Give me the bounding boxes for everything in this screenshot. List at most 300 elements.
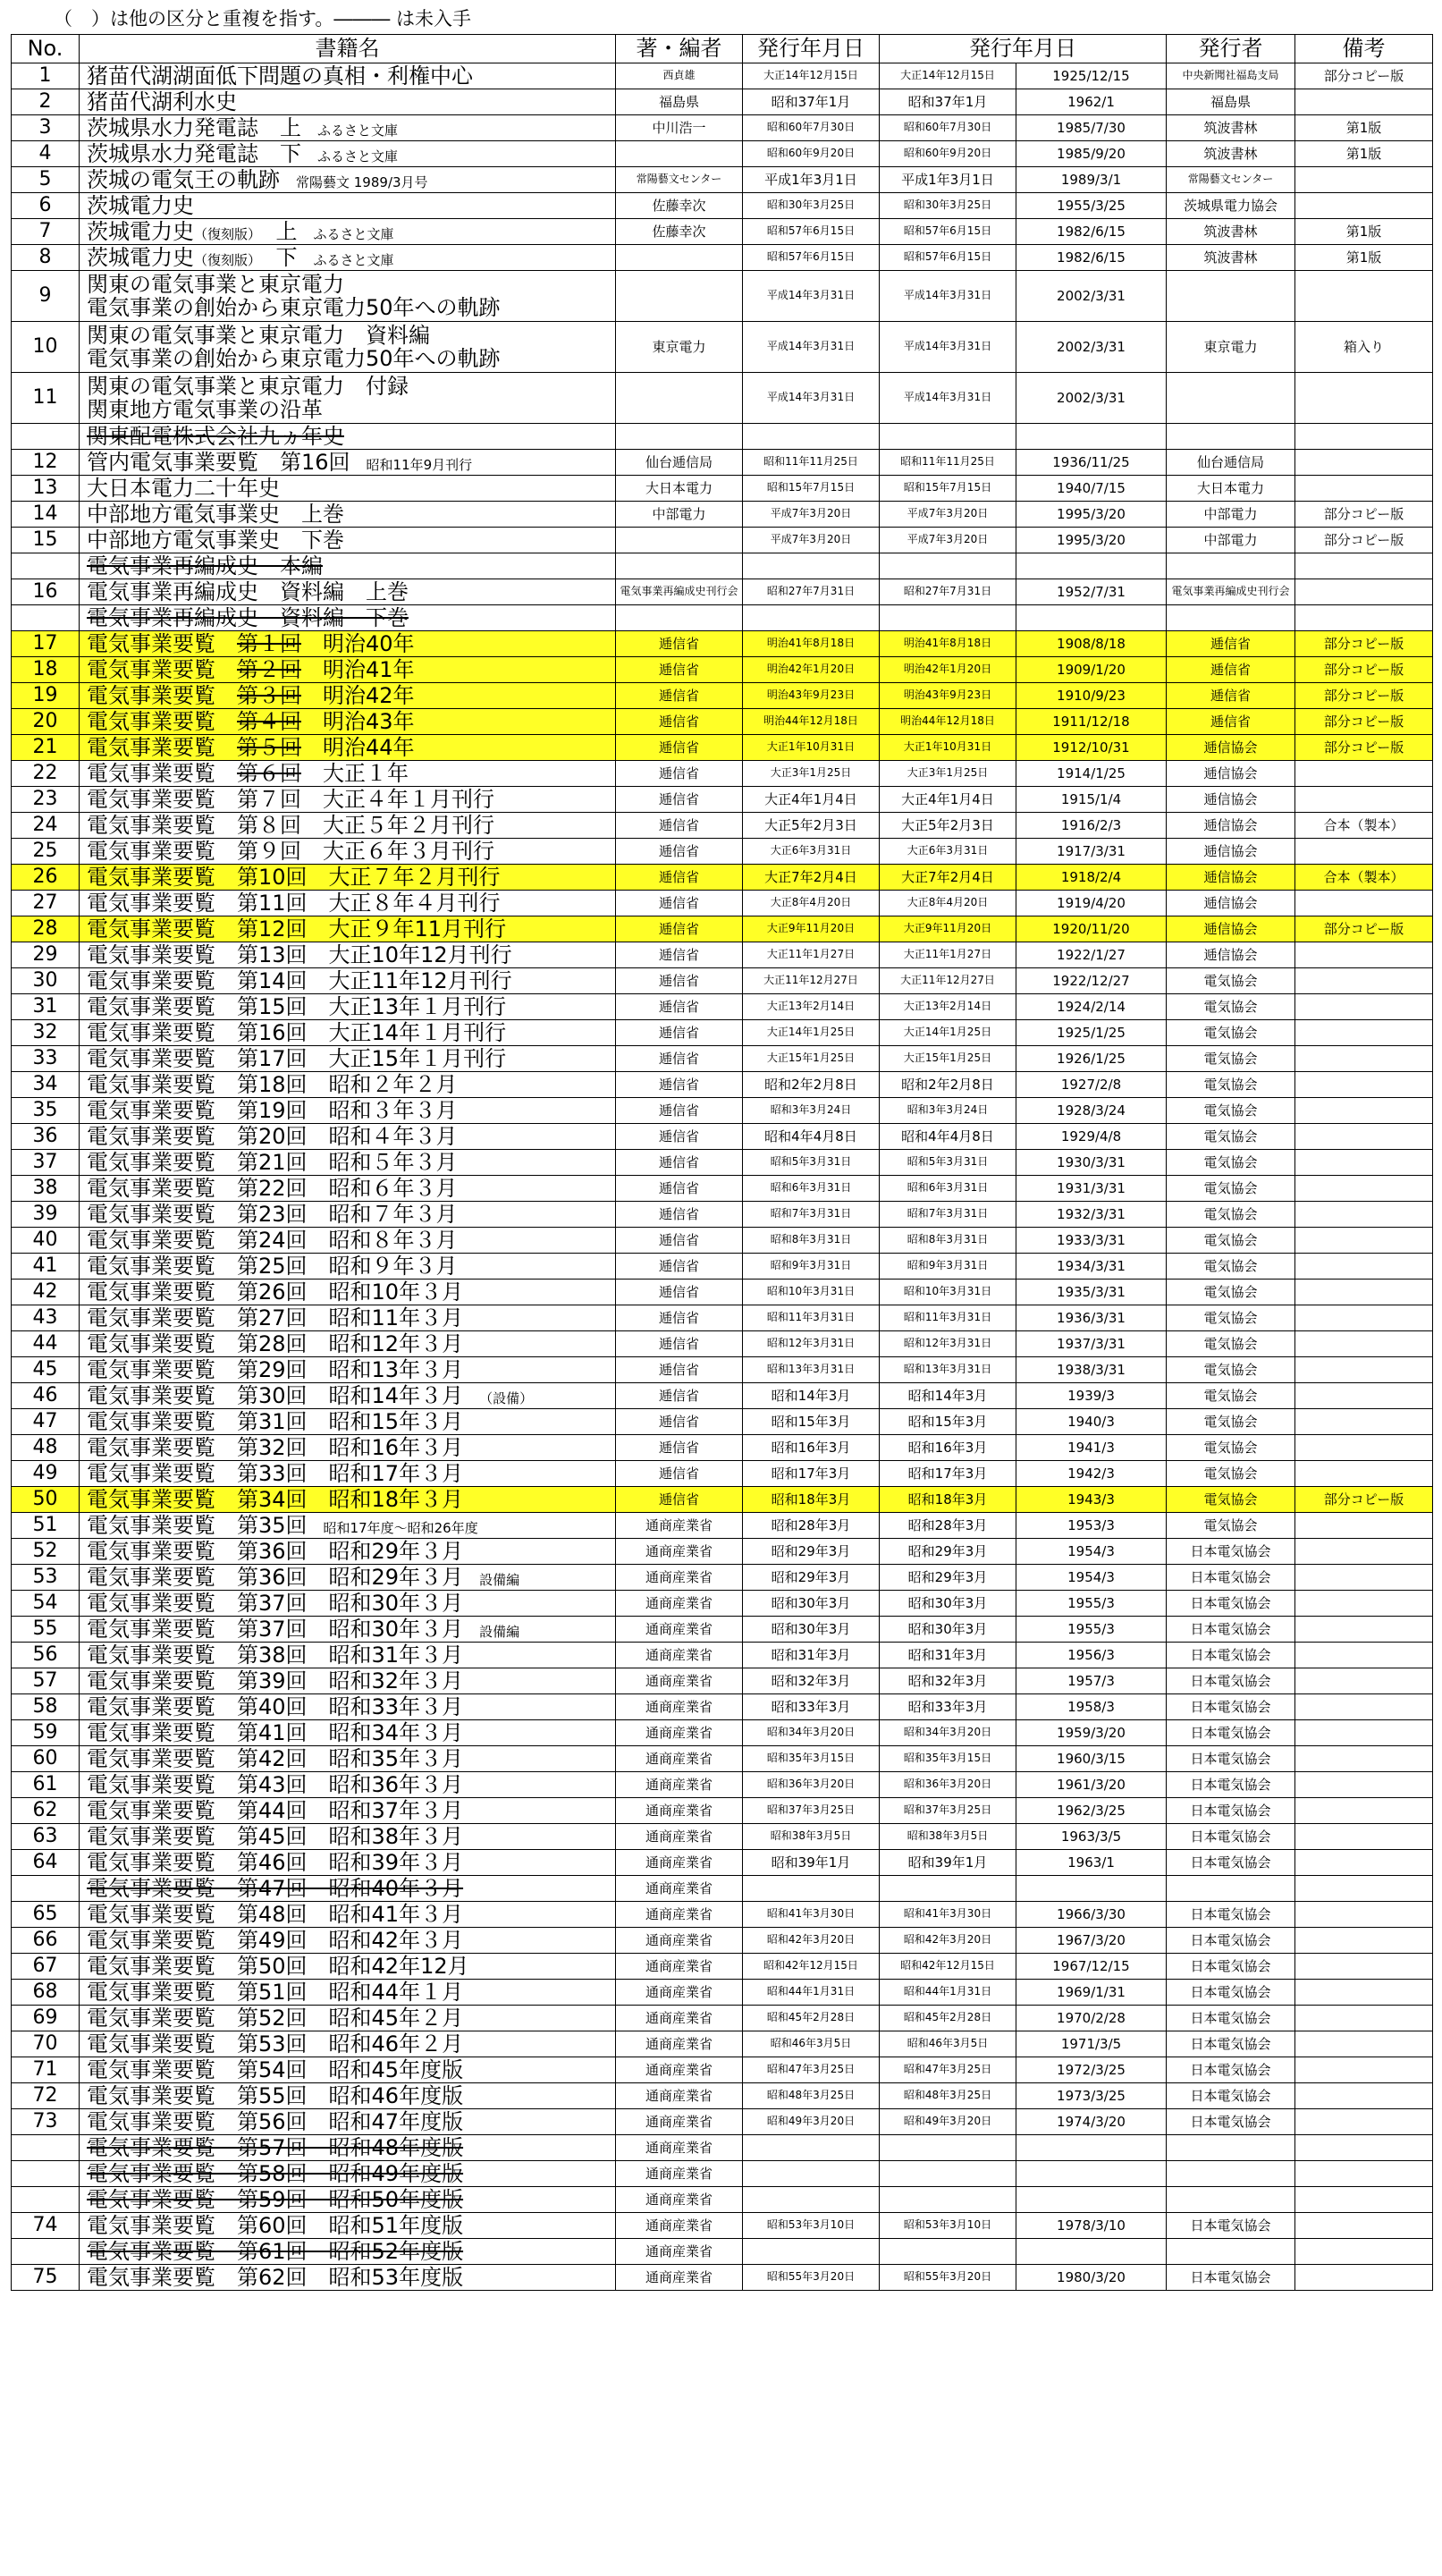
date-3-cell: [1016, 553, 1167, 579]
table-row: [12, 115, 1433, 141]
table-row: [12, 2006, 1433, 2031]
date-3-cell: 1985/7/30: [1016, 115, 1167, 141]
date-1-cell: 昭和42年3月20日: [743, 1928, 880, 1954]
date-2-cell: 昭和15年3月: [880, 1409, 1016, 1435]
date-2-cell: 大正15年1月25日: [880, 1046, 1016, 1072]
date-1-cell: 昭和27年7月31日: [743, 579, 880, 605]
author-cell: 通商産業省: [616, 1928, 743, 1954]
book-title: 電気事業要覧 第９回 大正６年３月刊行: [80, 839, 616, 865]
title-subnote: ふるさと文庫: [313, 251, 394, 268]
date-2-cell: 平成7年3月20日: [880, 528, 1016, 553]
date-2-cell: 大正5年2月3日: [880, 813, 1016, 839]
table-row: [12, 1720, 1433, 1746]
date-1-cell: [743, 605, 880, 631]
date-3-cell: 1978/3/10: [1016, 2213, 1167, 2239]
book-title: 茨城電力史: [80, 193, 616, 219]
table-row: [12, 787, 1433, 813]
remarks-cell: [1295, 193, 1433, 219]
date-2-cell: 昭和31年3月: [880, 1643, 1016, 1668]
row-number: 74: [12, 2213, 80, 2239]
date-1-cell: 昭和8年3月31日: [743, 1228, 880, 1254]
date-2-cell: 大正4年1月4日: [880, 787, 1016, 813]
date-2-cell: 昭和6年3月31日: [880, 1176, 1016, 1202]
title-edition: （復刻版）: [194, 251, 255, 268]
date-1-cell: 平成14年3月31日: [743, 271, 880, 322]
table-row: [12, 1539, 1433, 1565]
row-number: 45: [12, 1357, 80, 1383]
table-row: [12, 476, 1433, 502]
date-3-cell: 1924/2/14: [1016, 994, 1167, 1020]
date-3-cell: 1971/3/5: [1016, 2031, 1167, 2057]
book-title: 電気事業要覧 第16回 大正14年１月刊行: [80, 1020, 616, 1046]
book-title: 電気事業要覧 第44回 昭和37年３月: [80, 1798, 616, 1824]
table-row: [12, 1124, 1433, 1150]
author-cell: 通商産業省: [616, 2213, 743, 2239]
date-1-cell: 昭和53年3月10日: [743, 2213, 880, 2239]
publisher-cell: 電気協会: [1167, 1254, 1295, 1280]
date-3-cell: 1958/3: [1016, 1694, 1167, 1720]
table-row: [12, 891, 1433, 916]
row-number: 43: [12, 1305, 80, 1331]
date-1-cell: [743, 2135, 880, 2161]
publisher-cell: 日本電気協会: [1167, 1798, 1295, 1824]
table-row: [12, 528, 1433, 553]
author-cell: 西貞雄: [616, 63, 743, 89]
date-3-cell: 1995/3/20: [1016, 528, 1167, 553]
author-cell: 通商産業省: [616, 2109, 743, 2135]
book-title: 電気事業要覧 第42回 昭和35年３月: [80, 1746, 616, 1772]
date-3-cell: [1016, 2161, 1167, 2187]
remarks-cell: [1295, 553, 1433, 579]
author-cell: 通商産業省: [616, 2161, 743, 2187]
title-struck-issue: 第３回: [237, 682, 301, 708]
date-3-cell: [1016, 2239, 1167, 2265]
table-row: [12, 193, 1433, 219]
date-1-cell: 昭和42年12月15日: [743, 1954, 880, 1980]
publisher-cell: 日本電気協会: [1167, 2006, 1295, 2031]
remarks-cell: [1295, 1668, 1433, 1694]
title-line2: 電気事業の創始から東京電力50年への軌跡: [87, 346, 501, 371]
author-cell: 逓信省: [616, 631, 743, 657]
row-number: 42: [12, 1280, 80, 1305]
publisher-cell: 筑波書林: [1167, 141, 1295, 167]
row-number: 59: [12, 1720, 80, 1746]
book-title: 電気事業要覧 第30回 昭和14年３月 （設備）: [80, 1383, 616, 1409]
table-row: [12, 1850, 1433, 1876]
date-3-cell: 1936/3/31: [1016, 1305, 1167, 1331]
row-number: 30: [12, 968, 80, 994]
author-cell: [616, 373, 743, 424]
author-cell: 大日本電力: [616, 476, 743, 502]
book-title: 電気事業要覧 第58回 昭和49年度版: [80, 2161, 616, 2187]
book-title: 電気事業要覧 第28回 昭和12年３月: [80, 1331, 616, 1357]
publisher-cell: 逓信協会: [1167, 865, 1295, 891]
row-number: 13: [12, 476, 80, 502]
date-3-cell: [1016, 1876, 1167, 1902]
publisher-cell: 筑波書林: [1167, 219, 1295, 245]
date-1-cell: 昭和30年3月25日: [743, 193, 880, 219]
date-3-cell: 1961/3/20: [1016, 1772, 1167, 1798]
row-number: 5: [12, 167, 80, 193]
date-1-cell: 昭和57年6月15日: [743, 245, 880, 271]
table-row: [12, 683, 1433, 709]
book-title: 茨城県水力発電誌 下 ふるさと文庫: [80, 141, 616, 167]
date-2-cell: 昭和27年7月31日: [880, 579, 1016, 605]
publisher-cell: 日本電気協会: [1167, 2057, 1295, 2083]
date-1-cell: 大正4年1月4日: [743, 787, 880, 813]
date-2-cell: [880, 2135, 1016, 2161]
author-cell: 逓信省: [616, 657, 743, 683]
remarks-cell: 第1版: [1295, 115, 1433, 141]
date-2-cell: 昭和9年3月31日: [880, 1254, 1016, 1280]
table-row: [12, 2187, 1433, 2213]
row-number: 71: [12, 2057, 80, 2083]
remarks-cell: [1295, 167, 1433, 193]
publisher-cell: 日本電気協会: [1167, 1980, 1295, 2006]
remarks-cell: [1295, 271, 1433, 322]
date-1-cell: 昭和5年3月31日: [743, 1150, 880, 1176]
remarks-cell: [1295, 1409, 1433, 1435]
book-title: 電気事業要覧 第２回 明治41年: [80, 657, 616, 683]
remarks-cell: 第1版: [1295, 245, 1433, 271]
row-number: [12, 1876, 80, 1902]
publisher-cell: 逓信協会: [1167, 761, 1295, 787]
date-3-cell: 1960/3/15: [1016, 1746, 1167, 1772]
author-cell: 電気事業再編成史刊行会: [616, 579, 743, 605]
date-1-cell: 昭和32年3月: [743, 1668, 880, 1694]
book-title: 大日本電力二十年史: [80, 476, 616, 502]
table-row: [12, 1020, 1433, 1046]
table-row: [12, 2057, 1433, 2083]
date-1-cell: 昭和4年4月8日: [743, 1124, 880, 1150]
date-3-cell: 1982/6/15: [1016, 219, 1167, 245]
date-2-cell: 大正11年12月27日: [880, 968, 1016, 994]
title-subnote: 昭和17年度～昭和26年度: [323, 1519, 478, 1536]
row-number: 29: [12, 942, 80, 968]
book-title: 電気事業要覧 第59回 昭和50年度版: [80, 2187, 616, 2213]
table-row: [12, 1383, 1433, 1409]
author-cell: 逓信省: [616, 709, 743, 735]
row-number: 11: [12, 373, 80, 424]
author-cell: 逓信省: [616, 1487, 743, 1513]
remarks-cell: 合本（製本）: [1295, 865, 1433, 891]
date-1-cell: 昭和36年3月20日: [743, 1772, 880, 1798]
book-title: 電気事業要覧 第50回 昭和42年12月: [80, 1954, 616, 1980]
table-row: [12, 1772, 1433, 1798]
row-number: 26: [12, 865, 80, 891]
publisher-cell: 電気協会: [1167, 1383, 1295, 1409]
table-row: [12, 2109, 1433, 2135]
date-3-cell: 1915/1/4: [1016, 787, 1167, 813]
remarks-cell: [1295, 1072, 1433, 1098]
publisher-cell: 日本電気協会: [1167, 2213, 1295, 2239]
date-2-cell: 昭和32年3月: [880, 1668, 1016, 1694]
book-title: 電気事業要覧 第11回 大正８年４月刊行: [80, 891, 616, 916]
title-subnote: ふるさと文庫: [317, 148, 399, 165]
date-2-cell: 大正11年1月27日: [880, 942, 1016, 968]
book-title: 茨城電力史（復刻版） 上 ふるさと文庫: [80, 219, 616, 245]
author-cell: 逓信省: [616, 1305, 743, 1331]
table-row: [12, 245, 1433, 271]
date-3-cell: 2002/3/31: [1016, 373, 1167, 424]
date-2-cell: 昭和60年9月20日: [880, 141, 1016, 167]
remarks-cell: [1295, 1305, 1433, 1331]
date-2-cell: 昭和44年1月31日: [880, 1980, 1016, 2006]
table-row: [12, 994, 1433, 1020]
title-line2: 関東地方電気事業の沿革: [87, 397, 323, 422]
row-number: 32: [12, 1020, 80, 1046]
remarks-cell: [1295, 891, 1433, 916]
date-3-cell: 1929/4/8: [1016, 1124, 1167, 1150]
publisher-cell: [1167, 424, 1295, 450]
book-title: 電気事業要覧 第32回 昭和16年３月: [80, 1435, 616, 1461]
publisher-cell: 日本電気協会: [1167, 1902, 1295, 1928]
date-1-cell: 昭和55年3月20日: [743, 2265, 880, 2291]
remarks-cell: [1295, 579, 1433, 605]
row-number: 3: [12, 115, 80, 141]
publisher-cell: 日本電気協会: [1167, 1928, 1295, 1954]
remarks-cell: [1295, 2213, 1433, 2239]
date-2-cell: 昭和11年11月25日: [880, 450, 1016, 476]
date-2-cell: 大正14年12月15日: [880, 63, 1016, 89]
author-cell: 通商産業省: [616, 2031, 743, 2057]
author-cell: 通商産業省: [616, 1824, 743, 1850]
header-date-1: 発行年月日: [743, 35, 880, 63]
book-title: 電気事業要覧 第27回 昭和11年３月: [80, 1305, 616, 1331]
book-title: 電気事業要覧 第36回 昭和29年３月: [80, 1539, 616, 1565]
row-number: 25: [12, 839, 80, 865]
publisher-cell: [1167, 1876, 1295, 1902]
table-row: [12, 1902, 1433, 1928]
date-3-cell: 1920/11/20: [1016, 916, 1167, 942]
date-3-cell: 1938/3/31: [1016, 1357, 1167, 1383]
date-1-cell: 平成14年3月31日: [743, 373, 880, 424]
author-cell: 逓信省: [616, 1124, 743, 1150]
row-number: [12, 424, 80, 450]
title-subnote: ふるさと文庫: [317, 122, 399, 139]
date-3-cell: 1942/3: [1016, 1461, 1167, 1487]
row-number: 15: [12, 528, 80, 553]
date-3-cell: [1016, 424, 1167, 450]
title-struck-issue: 第５回: [237, 734, 301, 760]
book-title: 電気事業再編成史 資料編 上巻: [80, 579, 616, 605]
book-title: 電気事業要覧 第３回 明治42年: [80, 683, 616, 709]
table-row: [12, 1954, 1433, 1980]
author-cell: 逓信省: [616, 761, 743, 787]
date-2-cell: 平成14年3月31日: [880, 373, 1016, 424]
publisher-cell: 日本電気協会: [1167, 1824, 1295, 1850]
book-title: 電気事業要覧 第37回 昭和30年３月: [80, 1591, 616, 1617]
date-2-cell: 昭和30年3月25日: [880, 193, 1016, 219]
table-row: [12, 1694, 1433, 1720]
publisher-cell: 日本電気協会: [1167, 1591, 1295, 1617]
remarks-cell: [1295, 1098, 1433, 1124]
book-list-table: [11, 34, 1433, 2291]
row-number: 24: [12, 813, 80, 839]
date-1-cell: 昭和48年3月25日: [743, 2083, 880, 2109]
date-2-cell: 昭和36年3月20日: [880, 1772, 1016, 1798]
date-3-cell: 1967/3/20: [1016, 1928, 1167, 1954]
date-1-cell: 昭和11年11月25日: [743, 450, 880, 476]
row-number: 68: [12, 1980, 80, 2006]
book-title: 関東の電気事業と東京電力 電気事業の創始から東京電力50年への軌跡: [80, 271, 616, 322]
table-row: [12, 2083, 1433, 2109]
date-3-cell: 1985/9/20: [1016, 141, 1167, 167]
row-number: 35: [12, 1098, 80, 1124]
remarks-cell: 部分コピー版: [1295, 683, 1433, 709]
publisher-cell: 電気協会: [1167, 1331, 1295, 1357]
publisher-cell: 逓信省: [1167, 683, 1295, 709]
date-3-cell: 1927/2/8: [1016, 1072, 1167, 1098]
book-title: 電気事業要覧 第23回 昭和７年３月: [80, 1202, 616, 1228]
author-cell: 逓信省: [616, 1202, 743, 1228]
row-number: 33: [12, 1046, 80, 1072]
author-cell: 通商産業省: [616, 2057, 743, 2083]
date-1-cell: 昭和18年3月: [743, 1487, 880, 1513]
remarks-cell: [1295, 2006, 1433, 2031]
author-cell: 中部電力: [616, 502, 743, 528]
table-row: [12, 502, 1433, 528]
date-3-cell: 1926/1/25: [1016, 1046, 1167, 1072]
date-2-cell: 昭和57年6月15日: [880, 245, 1016, 271]
row-number: 53: [12, 1565, 80, 1591]
remarks-cell: [1295, 1980, 1433, 2006]
author-cell: [616, 141, 743, 167]
date-3-cell: 1940/7/15: [1016, 476, 1167, 502]
title-struck-issue: 第２回: [237, 656, 301, 682]
author-cell: 逓信省: [616, 916, 743, 942]
table-row: [12, 968, 1433, 994]
date-2-cell: 昭和30年3月: [880, 1591, 1016, 1617]
date-3-cell: 2002/3/31: [1016, 322, 1167, 373]
book-title: 電気事業再編成史 本編: [80, 553, 616, 579]
date-3-cell: 1952/7/31: [1016, 579, 1167, 605]
book-title: 電気事業要覧 第５回 明治44年: [80, 735, 616, 761]
row-number: 6: [12, 193, 80, 219]
publisher-cell: [1167, 2187, 1295, 2213]
table-row: [12, 1461, 1433, 1487]
author-cell: 逓信省: [616, 1435, 743, 1461]
remarks-cell: [1295, 2239, 1433, 2265]
author-cell: 逓信省: [616, 1098, 743, 1124]
remarks-cell: [1295, 424, 1433, 450]
remarks-cell: 部分コピー版: [1295, 657, 1433, 683]
author-cell: 逓信省: [616, 1409, 743, 1435]
row-number: 67: [12, 1954, 80, 1980]
author-cell: [616, 553, 743, 579]
book-title: 茨城県水力発電誌 上 ふるさと文庫: [80, 115, 616, 141]
date-2-cell: 昭和3年3月24日: [880, 1098, 1016, 1124]
remarks-cell: [1295, 839, 1433, 865]
table-row: [12, 2239, 1433, 2265]
row-number: 69: [12, 2006, 80, 2031]
date-3-cell: 1969/1/31: [1016, 1980, 1167, 2006]
row-number: 9: [12, 271, 80, 322]
date-3-cell: 1982/6/15: [1016, 245, 1167, 271]
book-title: 電気事業要覧 第４回 明治43年: [80, 709, 616, 735]
table-row: [12, 942, 1433, 968]
table-row: [12, 1435, 1433, 1461]
row-number: 8: [12, 245, 80, 271]
table-row: [12, 2213, 1433, 2239]
publisher-cell: 電気協会: [1167, 1046, 1295, 1072]
table-row: [12, 1824, 1433, 1850]
remarks-cell: [1295, 1202, 1433, 1228]
book-title: 電気事業要覧 第38回 昭和31年３月: [80, 1643, 616, 1668]
table-row: [12, 1798, 1433, 1824]
row-number: 47: [12, 1409, 80, 1435]
book-title: 電気事業要覧 第７回 大正４年１月刊行: [80, 787, 616, 813]
row-number: 65: [12, 1902, 80, 1928]
author-cell: 逓信省: [616, 1176, 743, 1202]
row-number: 14: [12, 502, 80, 528]
table-row: [12, 2161, 1433, 2187]
date-3-cell: 1909/1/20: [1016, 657, 1167, 683]
table-row: [12, 605, 1433, 631]
date-1-cell: 昭和39年1月: [743, 1850, 880, 1876]
author-cell: 通商産業省: [616, 1850, 743, 1876]
row-number: 46: [12, 1383, 80, 1409]
author-cell: 逓信省: [616, 1072, 743, 1098]
row-number: [12, 2161, 80, 2187]
row-number: 64: [12, 1850, 80, 1876]
book-title: 電気事業要覧 第24回 昭和８年３月: [80, 1228, 616, 1254]
table-row: [12, 1487, 1433, 1513]
date-2-cell: 昭和45年2月28日: [880, 2006, 1016, 2031]
book-title: 電気事業要覧 第47回 昭和40年３月: [80, 1876, 616, 1902]
publisher-cell: 東京電力: [1167, 322, 1295, 373]
date-3-cell: [1016, 605, 1167, 631]
date-3-cell: 1989/3/1: [1016, 167, 1167, 193]
title-struck-issue: 第１回: [237, 630, 301, 656]
date-2-cell: 昭和13年3月31日: [880, 1357, 1016, 1383]
row-number: 40: [12, 1228, 80, 1254]
remarks-cell: 部分コピー版: [1295, 528, 1433, 553]
publisher-cell: 逓信協会: [1167, 735, 1295, 761]
publisher-cell: 電気協会: [1167, 1150, 1295, 1176]
author-cell: 逓信省: [616, 787, 743, 813]
table-row: [12, 657, 1433, 683]
publisher-cell: 電気協会: [1167, 1513, 1295, 1539]
publisher-cell: 電気協会: [1167, 1435, 1295, 1461]
date-2-cell: [880, 424, 1016, 450]
date-3-cell: 1962/1: [1016, 89, 1167, 115]
date-3-cell: 1956/3: [1016, 1643, 1167, 1668]
remarks-cell: 部分コピー版: [1295, 916, 1433, 942]
header-title: 書籍名: [80, 35, 616, 63]
date-2-cell: 昭和39年1月: [880, 1850, 1016, 1876]
row-number: 12: [12, 450, 80, 476]
date-3-cell: 1935/3/31: [1016, 1280, 1167, 1305]
row-number: 16: [12, 579, 80, 605]
remarks-cell: [1295, 2187, 1433, 2213]
row-number: 23: [12, 787, 80, 813]
date-1-cell: 大正14年1月25日: [743, 1020, 880, 1046]
publisher-cell: [1167, 2239, 1295, 2265]
remarks-cell: 箱入り: [1295, 322, 1433, 373]
date-2-cell: 昭和37年1月: [880, 89, 1016, 115]
table-row: [12, 839, 1433, 865]
publisher-cell: 電気協会: [1167, 1409, 1295, 1435]
remarks-cell: [1295, 942, 1433, 968]
date-1-cell: 昭和16年3月: [743, 1435, 880, 1461]
date-1-cell: 大正11年12月27日: [743, 968, 880, 994]
publisher-cell: 逓信協会: [1167, 787, 1295, 813]
date-3-cell: 1931/3/31: [1016, 1176, 1167, 1202]
remarks-cell: [1295, 1643, 1433, 1668]
date-1-cell: 昭和10年3月31日: [743, 1280, 880, 1305]
publisher-cell: 電気協会: [1167, 1072, 1295, 1098]
